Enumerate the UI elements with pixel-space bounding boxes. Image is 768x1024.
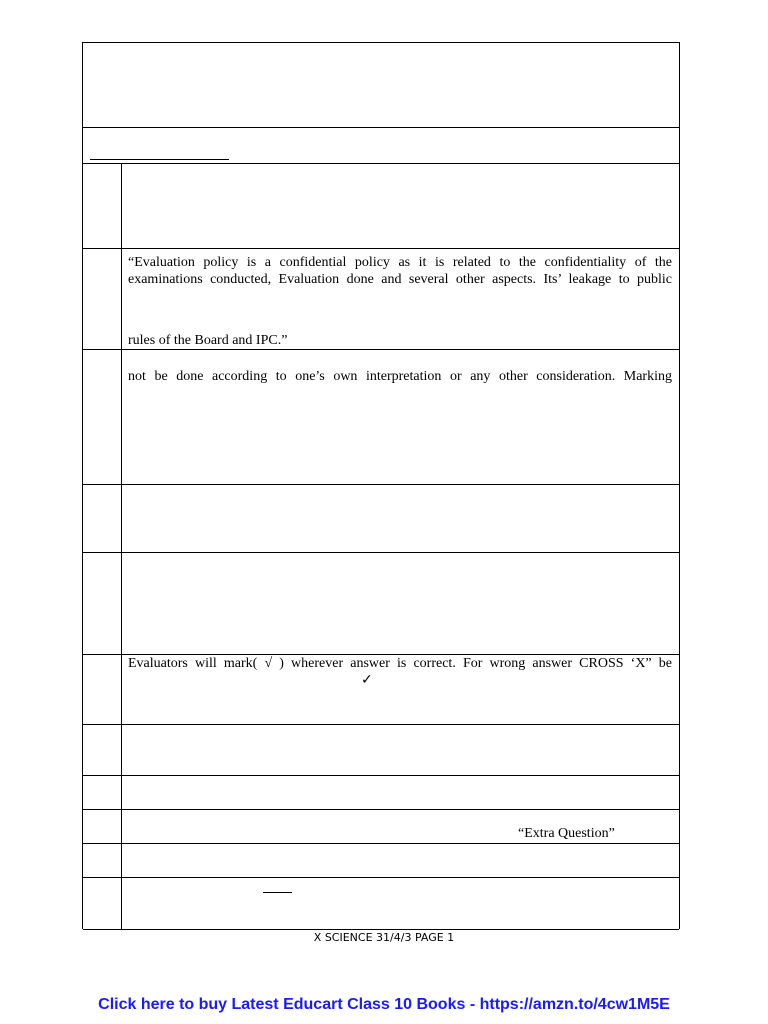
table-row (83, 725, 679, 776)
row-number-cell (83, 725, 122, 775)
row-number-cell (83, 553, 122, 654)
evaluators-line-1: Evaluators will mark( √ ) wherever answer is correct. For wrong answer CROSS ‘X” be (128, 656, 672, 671)
short-underline (263, 892, 292, 893)
row-number-cell (83, 844, 122, 877)
row-number-cell (83, 655, 122, 724)
checkmark-icon: ✓ (361, 672, 373, 688)
table-row (83, 776, 679, 810)
page-footer: X SCIENCE 31/4/3 PAGE 1 (313, 931, 455, 944)
title-row (83, 43, 679, 128)
marking-line-1: not be done according to one’s own interpretation or any other consideration. Marking (128, 369, 672, 384)
table-row (83, 553, 679, 655)
policy-line-1: “Evaluation policy is a confidential policy as it is related to the confidentiality of the (128, 255, 672, 270)
extra-question-label: “Extra Question” (518, 826, 615, 841)
table-row (83, 164, 679, 249)
header-row (83, 128, 679, 164)
marking-scheme-table (82, 42, 680, 929)
policy-line-3: rules of the Board and IPC.” (128, 333, 288, 348)
table-row-marking (83, 350, 679, 485)
table-row (83, 844, 679, 878)
row-number-cell (83, 350, 122, 484)
policy-line-2: examinations conducted, Evaluation done and several other aspects. Its’ leakage to public (128, 272, 672, 287)
row-number-cell (83, 249, 122, 349)
row-number-cell (83, 164, 122, 248)
row-number-cell (83, 810, 122, 843)
table-row-policy (83, 249, 679, 350)
table-row-evaluators (83, 655, 679, 725)
table-row (83, 878, 679, 930)
promo-link[interactable]: Click here to buy Latest Educart Class 10 Books - https://amzn.to/4cw1M5E (98, 996, 670, 1013)
header-underline (90, 159, 229, 160)
table-row-extra-question (83, 810, 679, 844)
row-number-cell (83, 485, 122, 552)
row-number-cell (83, 776, 122, 809)
row-number-cell (83, 878, 122, 929)
table-row (83, 485, 679, 553)
